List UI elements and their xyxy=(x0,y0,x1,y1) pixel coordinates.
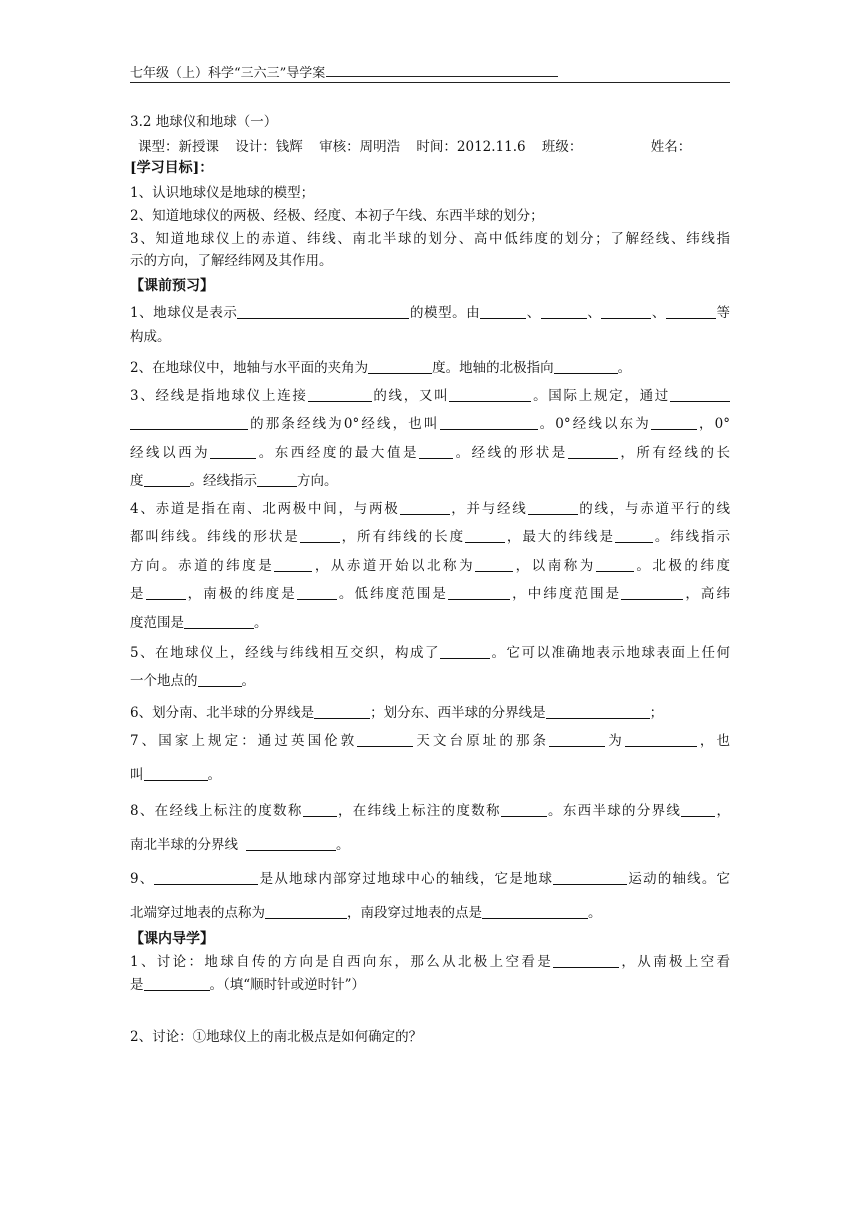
answer-blank[interactable] xyxy=(440,416,538,431)
answer-blank[interactable] xyxy=(553,954,619,969)
answer-blank[interactable] xyxy=(549,733,605,748)
question-text: 的那条经线为0°经线，也叫 xyxy=(248,416,440,432)
answer-blank[interactable] xyxy=(357,733,413,748)
question-text: 是 xyxy=(130,977,144,993)
answer-blank[interactable] xyxy=(449,388,531,403)
question-text: 度。地轴的北极指向 xyxy=(432,360,554,376)
lesson-class: 班级： xyxy=(541,139,583,155)
answer-blank[interactable] xyxy=(666,305,716,320)
lesson-name: 姓名： xyxy=(650,139,692,155)
question-text: 度 xyxy=(130,473,144,489)
answer-blank[interactable] xyxy=(368,360,432,375)
question-text: 。纬线指示 xyxy=(652,529,731,545)
question-text: 经线以西为 xyxy=(130,445,211,461)
answer-blank[interactable] xyxy=(480,305,526,320)
question-text: 是从地球内部穿过地球中心的轴线，它是地球 xyxy=(258,871,554,887)
answer-blank[interactable] xyxy=(154,871,258,886)
answer-blank[interactable] xyxy=(184,615,254,630)
lesson-type: 课型：新授课 xyxy=(138,139,219,155)
question-text: ，南极的纬度是 xyxy=(185,586,297,602)
question-text: 。 xyxy=(617,360,632,376)
lesson-reviewer: 审核：周明浩 xyxy=(319,139,401,155)
answer-blank[interactable] xyxy=(300,529,340,544)
answer-blank[interactable] xyxy=(130,416,248,431)
question-text: 都叫纬线。纬线的形状是 xyxy=(130,529,300,545)
preview-q3-line xyxy=(130,469,730,489)
lesson-designer: 设计：钱辉 xyxy=(235,139,303,155)
question-text: ，所有经线的长 xyxy=(617,445,731,461)
question-text: ，高纬 xyxy=(683,586,731,602)
question-text: 。北极的纬度 xyxy=(633,558,730,574)
goals-heading: [学习目标]： xyxy=(130,160,214,176)
goal-item: 示的方向，了解经纬网及其作用。 xyxy=(130,253,333,269)
answer-blank[interactable] xyxy=(246,837,336,852)
preview-q4-line xyxy=(130,525,730,545)
question-text: 北端穿过地表的点称为 xyxy=(130,905,265,921)
question-text: ，所有纬线的长度 xyxy=(339,529,465,545)
preview-q3-line xyxy=(130,441,730,461)
question-text: 。 xyxy=(336,837,350,853)
answer-blank[interactable] xyxy=(596,558,634,573)
answer-blank[interactable] xyxy=(314,705,370,720)
answer-blank[interactable] xyxy=(482,905,588,920)
question-text: 方向。赤道的纬度是 xyxy=(130,558,275,574)
question-text: ，中纬度范围是 xyxy=(510,586,622,602)
answer-blank[interactable] xyxy=(528,501,578,516)
question-text: 、 xyxy=(651,305,666,321)
answer-blank[interactable] xyxy=(465,529,505,544)
goal-item: 1、认识地球仪是地球的模型； xyxy=(130,185,315,201)
answer-blank[interactable] xyxy=(144,977,210,992)
header-underline xyxy=(326,76,558,77)
question-text: 南北半球的分界线 xyxy=(130,837,238,853)
question-text: ，最大的纬线是 xyxy=(505,529,615,545)
question-text: 、 xyxy=(586,305,602,321)
lesson-title: 3.2 地球仪和地球（一） xyxy=(130,114,278,130)
answer-blank[interactable] xyxy=(501,803,547,818)
answer-blank[interactable] xyxy=(615,529,653,544)
question-text: 的模型。由 xyxy=(409,305,481,321)
question-text: 。 xyxy=(588,905,602,921)
question-text: 。 xyxy=(207,767,221,783)
answer-blank[interactable] xyxy=(568,445,618,460)
question-text: 9、 xyxy=(130,871,155,887)
header-title: 七年级（上）科学“三六三”导学案 xyxy=(130,66,326,81)
preview-q4-line xyxy=(130,497,730,517)
answer-blank[interactable] xyxy=(210,445,256,460)
answer-blank[interactable] xyxy=(146,586,186,601)
question-text: 等 xyxy=(715,305,731,321)
question-text: 。东西经度的最大值是 xyxy=(256,445,420,461)
question-text: 是 xyxy=(130,586,146,602)
preview-q3-line xyxy=(130,412,730,432)
question-text: 。国际上规定，通过 xyxy=(531,388,670,404)
answer-blank[interactable] xyxy=(546,705,650,720)
question-text: 。0°经线以东为 xyxy=(537,416,651,432)
question-text: 1、地球仪是表示 xyxy=(130,305,238,321)
question-text: 的线，又叫 xyxy=(371,388,450,404)
question-text: 5、在地球仪上，经线与纬线相互交织，构成了 xyxy=(130,645,441,661)
preview-q4-line xyxy=(130,582,730,602)
question-text: 一个地点的 xyxy=(130,673,198,689)
preview-q8-line xyxy=(130,833,730,853)
answer-blank[interactable] xyxy=(440,645,490,660)
inclass-d2: 2、讨论：①地球仪上的南北极点是如何确定的？ xyxy=(130,1029,423,1045)
question-text: 。 xyxy=(254,615,268,631)
preview-q9-line xyxy=(130,901,730,921)
preview-q8-line xyxy=(130,799,730,819)
answer-blank[interactable] xyxy=(257,473,297,488)
answer-blank[interactable] xyxy=(303,803,337,818)
answer-blank[interactable] xyxy=(651,416,697,431)
page-header xyxy=(130,60,730,83)
answer-blank[interactable] xyxy=(681,803,715,818)
answer-blank[interactable] xyxy=(274,558,312,573)
lesson-time: 时间：2012.11.6 xyxy=(416,139,526,155)
question-text: 度范围是 xyxy=(130,615,184,631)
inclass-heading: 【课内导学】 xyxy=(130,931,214,947)
question-text: ，以南称为 xyxy=(513,558,596,574)
question-text: ，0° xyxy=(696,416,731,432)
preview-q1-line xyxy=(130,301,730,321)
preview-q1-line xyxy=(130,325,730,345)
answer-blank[interactable] xyxy=(237,305,409,320)
lesson-meta xyxy=(138,135,703,155)
question-text: 叫 xyxy=(130,767,144,783)
question-text: 3、经线是指地球仪上连接 xyxy=(130,388,308,404)
preview-heading: 【课前预习】 xyxy=(130,278,214,294)
answer-blank[interactable] xyxy=(144,473,190,488)
question-text: 天文台原址的那条 xyxy=(413,733,550,749)
question-text: 8、在经线上标注的度数称 xyxy=(130,803,303,819)
question-text: 。（填“顺时针或逆时针”） xyxy=(209,977,366,993)
answer-blank[interactable] xyxy=(625,733,697,748)
answer-blank[interactable] xyxy=(541,305,587,320)
question-text: 方向。 xyxy=(297,473,338,489)
goal-item: 2、知道地球仪的两极、经极、经度、本初子午线、东西半球的划分； xyxy=(130,208,544,224)
question-text: 2、在地球仪中，地轴与水平面的夹角为 xyxy=(130,360,369,376)
question-text: ，也 xyxy=(696,733,731,749)
question-text: ，从南极上空看 xyxy=(619,954,730,970)
answer-blank[interactable] xyxy=(419,445,453,460)
question-text: 4、赤道是指在南、北两极中间，与两极 xyxy=(130,501,400,517)
question-text: 构成。 xyxy=(130,329,171,345)
answer-blank[interactable] xyxy=(553,871,627,886)
preview-q5-line xyxy=(130,669,730,689)
preview-q2-line xyxy=(130,356,730,376)
preview-q4-line xyxy=(130,554,730,574)
preview-q9-line xyxy=(130,867,730,887)
goal-item: 3、知道地球仪上的赤道、纬线、南北半球的划分、高中低纬度的划分；了解经线、纬线指 xyxy=(130,231,730,247)
question-text: ，南段穿过地表的点是 xyxy=(347,905,482,921)
answer-blank[interactable] xyxy=(308,388,372,403)
preview-q6-line xyxy=(130,701,730,721)
preview-q5-line xyxy=(130,641,730,661)
question-text: 6、划分南、北半球的分界线是 xyxy=(130,705,315,721)
answer-blank[interactable] xyxy=(144,767,208,782)
question-text: 7、国家上规定：通过英国伦敦 xyxy=(130,733,358,749)
answer-blank[interactable] xyxy=(601,305,651,320)
question-text: 。低纬度范围是 xyxy=(336,586,449,602)
question-text: 。它可以准确地表示地球表面上任何 xyxy=(490,645,731,661)
answer-blank[interactable] xyxy=(265,905,347,920)
question-text: 的线，与赤道平行的线 xyxy=(577,501,731,517)
question-text: ，在纬线上标注的度数称 xyxy=(336,803,501,819)
answer-blank[interactable] xyxy=(448,586,510,601)
question-text: 运动的轴线。它 xyxy=(627,871,731,887)
question-text: ；划分东、西半球的分界线是 xyxy=(370,705,546,721)
question-text: ， xyxy=(715,803,731,819)
answer-blank[interactable] xyxy=(475,558,513,573)
preview-q7-line xyxy=(130,763,730,783)
preview-q4-line xyxy=(130,611,730,631)
question-text: 。经线指示 xyxy=(189,473,257,489)
question-text: 为 xyxy=(605,733,625,749)
answer-blank[interactable] xyxy=(400,501,450,516)
question-text: ； xyxy=(649,705,664,721)
question-text: ，从赤道开始以北称为 xyxy=(312,558,476,574)
question-text: 。经线的形状是 xyxy=(453,445,568,461)
question-text: 。 xyxy=(241,673,255,689)
question-text: ，并与经线 xyxy=(449,501,528,517)
preview-q7-line xyxy=(130,729,730,749)
question-text: 。东西半球的分界线 xyxy=(546,803,682,819)
question-text: 1、讨论：地球自传的方向是自西向东，那么从北极上空看是 xyxy=(130,954,554,970)
answer-blank[interactable] xyxy=(621,586,683,601)
inclass-d1-line xyxy=(130,950,730,970)
inclass-d1-line xyxy=(130,973,730,993)
preview-q3-line xyxy=(130,384,730,404)
answer-blank[interactable] xyxy=(670,388,730,403)
answer-blank[interactable] xyxy=(554,360,618,375)
answer-blank[interactable] xyxy=(198,673,242,688)
question-text: 、 xyxy=(526,305,541,321)
answer-blank[interactable] xyxy=(297,586,337,601)
